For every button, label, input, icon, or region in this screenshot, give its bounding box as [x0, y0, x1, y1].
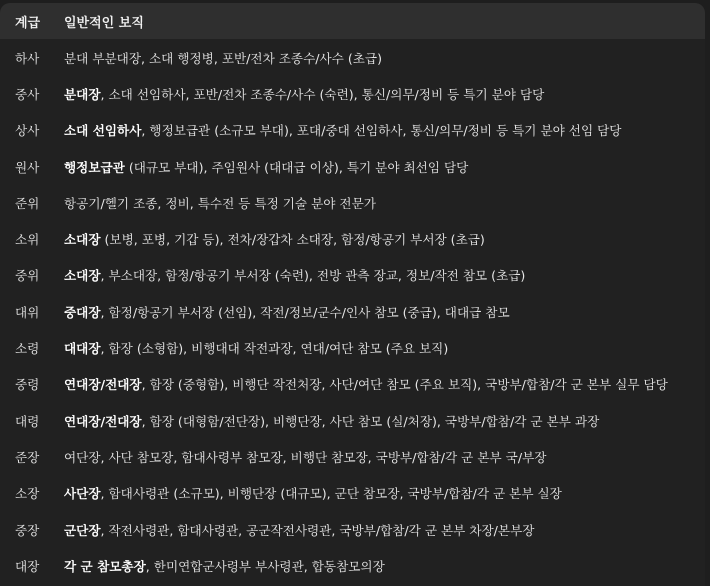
rank-cell: 중사 [15, 86, 40, 102]
table-row [0, 438, 705, 474]
rank-cell: 대장 [15, 558, 40, 574]
table-row [0, 148, 705, 184]
rank-cell: 중장 [15, 522, 40, 538]
table-row [0, 329, 705, 365]
table-body [0, 39, 705, 583]
primary-position: 사단장 [64, 486, 101, 502]
table-row [0, 366, 705, 402]
primary-position: 소대 선임하사 [64, 123, 142, 139]
other-positions: , 작전사령관, 함대사령관, 공군작전사령관, 국방부/합참/각 군 본부 차장/본부장 [100, 522, 535, 538]
position-cell [52, 302, 705, 321]
position-cell [52, 447, 705, 466]
primary-position: 소대장 [64, 232, 101, 248]
table-row [0, 75, 705, 111]
table-header-row [0, 3, 705, 39]
other-positions: (보병, 포병, 기갑 등), 전차/장갑차 소대장, 함정/항공기 부서장 (초급) [100, 232, 485, 248]
header-rank: 계급 [15, 15, 41, 31]
table-row [0, 293, 705, 329]
rank-cell: 하사 [15, 50, 40, 66]
primary-position: 대대장 [64, 341, 101, 357]
primary-position: 군단장 [64, 522, 101, 538]
position-cell [52, 338, 705, 357]
other-positions: , 소대 선임하사, 포반/전차 조종수/사수 (숙련), 통신/의무/정비 등 특기 분야 담당 [100, 86, 545, 102]
rank-cell: 대령 [15, 413, 40, 429]
table-row [0, 257, 705, 293]
position-cell [52, 157, 705, 176]
table-row [0, 511, 705, 547]
position-cell [52, 193, 705, 212]
other-positions: 여단장, 사단 참모장, 함대사령부 참모장, 비행단 참모장, 국방부/합참/각 군 본부 국/부장 [64, 449, 547, 465]
primary-position: 중대장 [64, 304, 101, 320]
header-position: 일반적인 보직 [64, 15, 144, 31]
position-cell [52, 556, 705, 575]
primary-position: 소대장 [64, 268, 101, 284]
other-positions: , 행정보급관 (소규모 부대), 포대/중대 선임하사, 통신/의무/정비 등 특기 분야 선임 담당 [141, 123, 622, 139]
position-cell [52, 84, 705, 103]
other-positions: , 함대사령관 (소규모), 비행단장 (대규모), 군단 참모장, 국방부/합참/각 군 본부 실장 [100, 486, 562, 502]
primary-position: 연대장/전대장 [64, 413, 142, 429]
other-positions: 항공기/헬기 조종, 정비, 특수전 등 특정 기술 분야 전문가 [64, 195, 376, 211]
primary-position: 행정보급관 [64, 159, 125, 175]
table-row [0, 112, 705, 148]
rank-position-table [0, 3, 705, 586]
other-positions: , 부소대장, 함정/항공기 부서장 (숙련), 전방 관측 장교, 정보/작전 참모 (초급) [100, 268, 526, 284]
table-row [0, 475, 705, 511]
primary-position: 분대장 [64, 86, 101, 102]
position-cell [52, 229, 705, 248]
other-positions: , 함장 (소형함), 비행대대 작전과장, 연대/여단 참모 (주요 보직) [100, 341, 449, 357]
rank-cell: 원사 [15, 159, 40, 175]
rank-cell: 준위 [15, 195, 40, 211]
rank-cell: 소장 [15, 486, 40, 502]
position-cell [52, 120, 705, 139]
table-row [0, 402, 705, 438]
position-cell [52, 374, 705, 393]
other-positions: , 한미연합군사령부 부사령관, 합동참모의장 [145, 558, 385, 574]
position-cell [52, 48, 705, 67]
rank-cell: 준장 [15, 449, 40, 465]
rank-cell: 소령 [15, 341, 40, 357]
other-positions: (대규모 부대), 주임원사 (대대급 이상), 특기 분야 최선임 담당 [124, 159, 469, 175]
rank-cell: 대위 [15, 304, 40, 320]
position-cell [52, 520, 705, 539]
other-positions: , 함장 (중형함), 비행단 작전처장, 사단/여단 참모 (주요 보직), 국방부/합참/각 군 본부 실무 담당 [141, 377, 668, 393]
table-row [0, 184, 705, 220]
other-positions: , 함정/항공기 부서장 (선임), 작전/정보/군수/인사 참모 (중급), 대대급 참모 [100, 304, 510, 320]
other-positions: 분대 부분대장, 소대 행정병, 포반/전차 조종수/사수 (초급) [64, 50, 382, 66]
rank-cell: 상사 [15, 123, 40, 139]
table-row [0, 547, 705, 583]
other-positions: , 함장 (대형함/전단장), 비행단장, 사단 참모 (실/처장), 국방부/합참/각 군 본부 과장 [141, 413, 600, 429]
position-cell [52, 411, 705, 430]
position-cell [52, 265, 705, 284]
rank-cell: 소위 [15, 232, 40, 248]
primary-position: 각 군 참모총장 [64, 558, 146, 574]
table-row [0, 39, 705, 75]
table-row [0, 220, 705, 256]
rank-cell: 중위 [15, 268, 40, 284]
position-cell [52, 483, 705, 502]
rank-cell: 중령 [15, 377, 40, 393]
primary-position: 연대장/전대장 [64, 377, 142, 393]
